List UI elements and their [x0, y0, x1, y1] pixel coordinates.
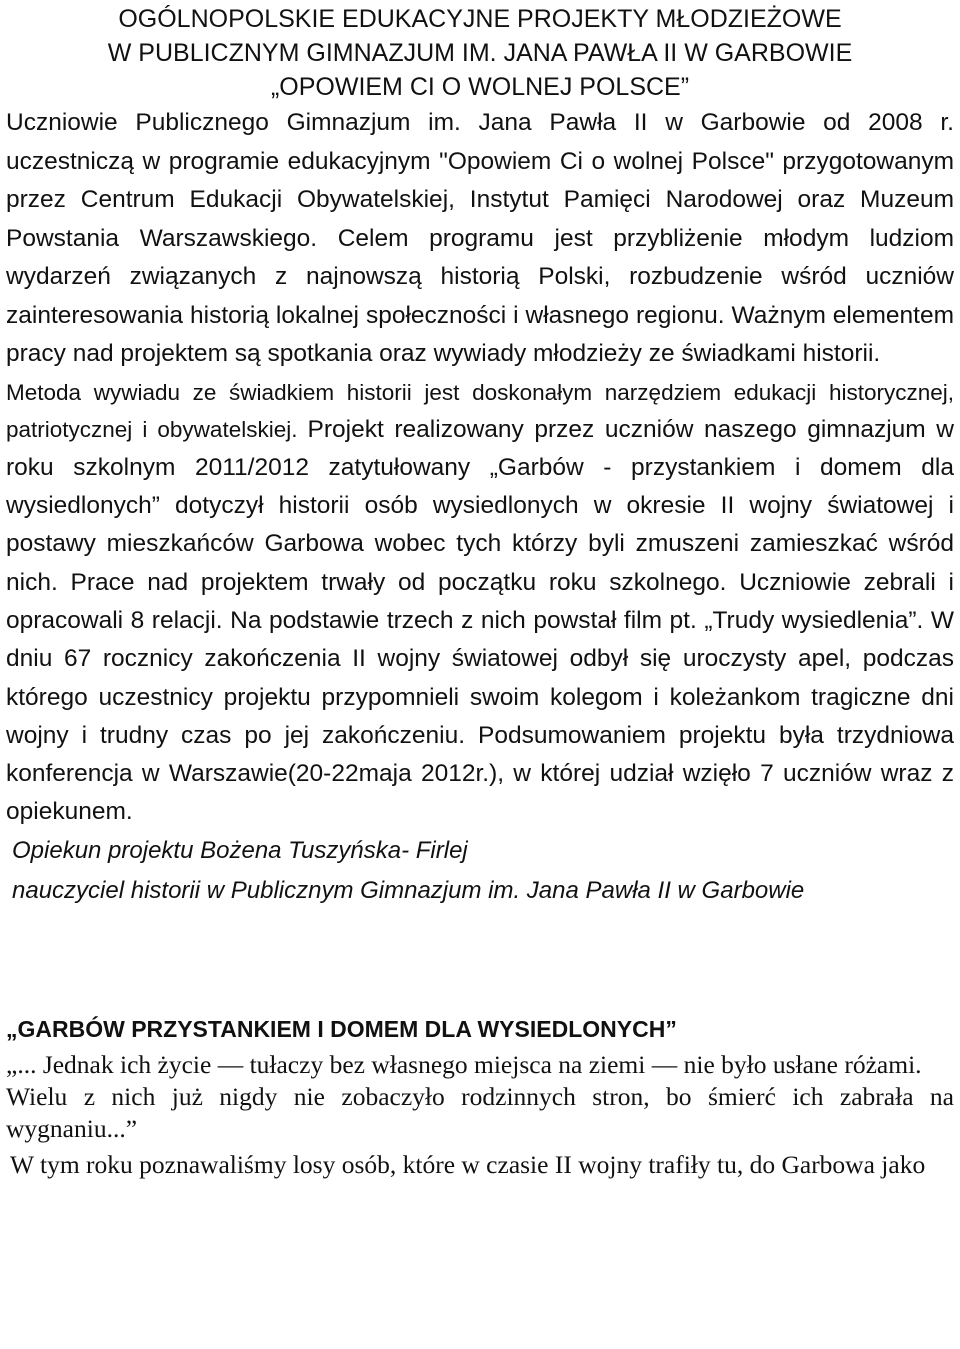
body-paragraph-method: [6, 374, 954, 832]
body-text-para2: Celem programu jest przybliżenie młodym ludziom wydarzeń związanych z najnowszą historią Polski, rozbudzenie wśród uczniów zainteresowania historią lokalnej społeczności i własnego regionu. Ważnym elementem pracy nad projektem są spotkania oraz wywiady młodzieży ze świadkami historii.: [6, 224, 954, 367]
header-line-1: OGÓLNOPOLSKIE EDUKACYJNE PROJEKTY MŁODZIEŻOWE: [118, 5, 842, 33]
body-paragraph-intro: [6, 104, 954, 374]
body-text-para3: Metoda wywiadu ze świadkiem historii jest doskonałym narzędziem edukacji historycznej, patriotycznej i obywatelskiej.: [6, 379, 954, 442]
body-text-para4: Projekt realizowany przez uczniów naszego gimnazjum w roku szkolnym 2011/2012 zatytułowany „Garbów - przystankiem i domem dla wysiedlonych” dotyczył historii osób wysiedlonych w okresie II wojny światowej i postawy mieszkańców Garbowa wobec tych którzy byli zmuszeni zamieszkać wśród nich. Prace nad projektem trwały od początku roku szkolnego. Uczniowie zebrali i opracowali 8 relacji. Na podstawie trzech z nich powstał film pt. „Trudy wysiedlenia”. W dniu 67 rocznicy zakończenia II wojny światowej odbył się uroczysty apel, podczas którego uczestnicy projektu przypomnieli swoim kolegom i koleżankom tragiczne dni wojny i trudny czas po jej zakończeniu. Podsumowaniem projektu była trzydniowa konferencja w Warszawie(20-22maja 2012r.), w której udział wzięło 7 uczniów wraz z opiekunem.: [6, 415, 954, 826]
header-line-3: „OPOWIEM CI O WOLNEJ POLSCE”: [270, 73, 690, 101]
signature-line-2: nauczyciel historii w Publicznym Gimnazjum im. Jana Pawła II w Garbowie: [12, 876, 805, 904]
section-quote-2: Wielu z nich już nigdy nie zobaczyło rodzinnych stron, bo śmierć ich zabrała na wygnaniu...”: [6, 1081, 954, 1143]
section-text-1: W tym roku poznawaliśmy losy osób, które w czasie II wojny trafiły tu, do Garbowa jako: [10, 1149, 926, 1179]
section-title: „GARBÓW PRZYSTANKIEM I DOMEM DLA WYSIEDLONYCH”: [6, 1015, 677, 1042]
signature-line-1: Opiekun projektu Bożena Tuszyńska- Firlej: [12, 836, 468, 864]
header-line-2: W PUBLICZNYM GIMNAZJUM IM. JANA PAWŁA II W GARBOWIE: [107, 39, 853, 67]
body-text-para1: Uczniowie Publicznego Gimnazjum im. Jana Pawła II w Garbowie od 2008 r. uczestniczą w programie edukacyjnym "Opowiem Ci o wolnej Polsce" przygotowanym przez Centrum Edukacji Obywatelskiej, Instytut Pamięci Narodowej oraz Muzeum Powstania Warszawskiego.: [6, 109, 954, 252]
section-quote-1: „... Jednak ich życie — tułaczy bez własnego miejsca na ziemi — nie było usłane różami.: [6, 1049, 922, 1079]
